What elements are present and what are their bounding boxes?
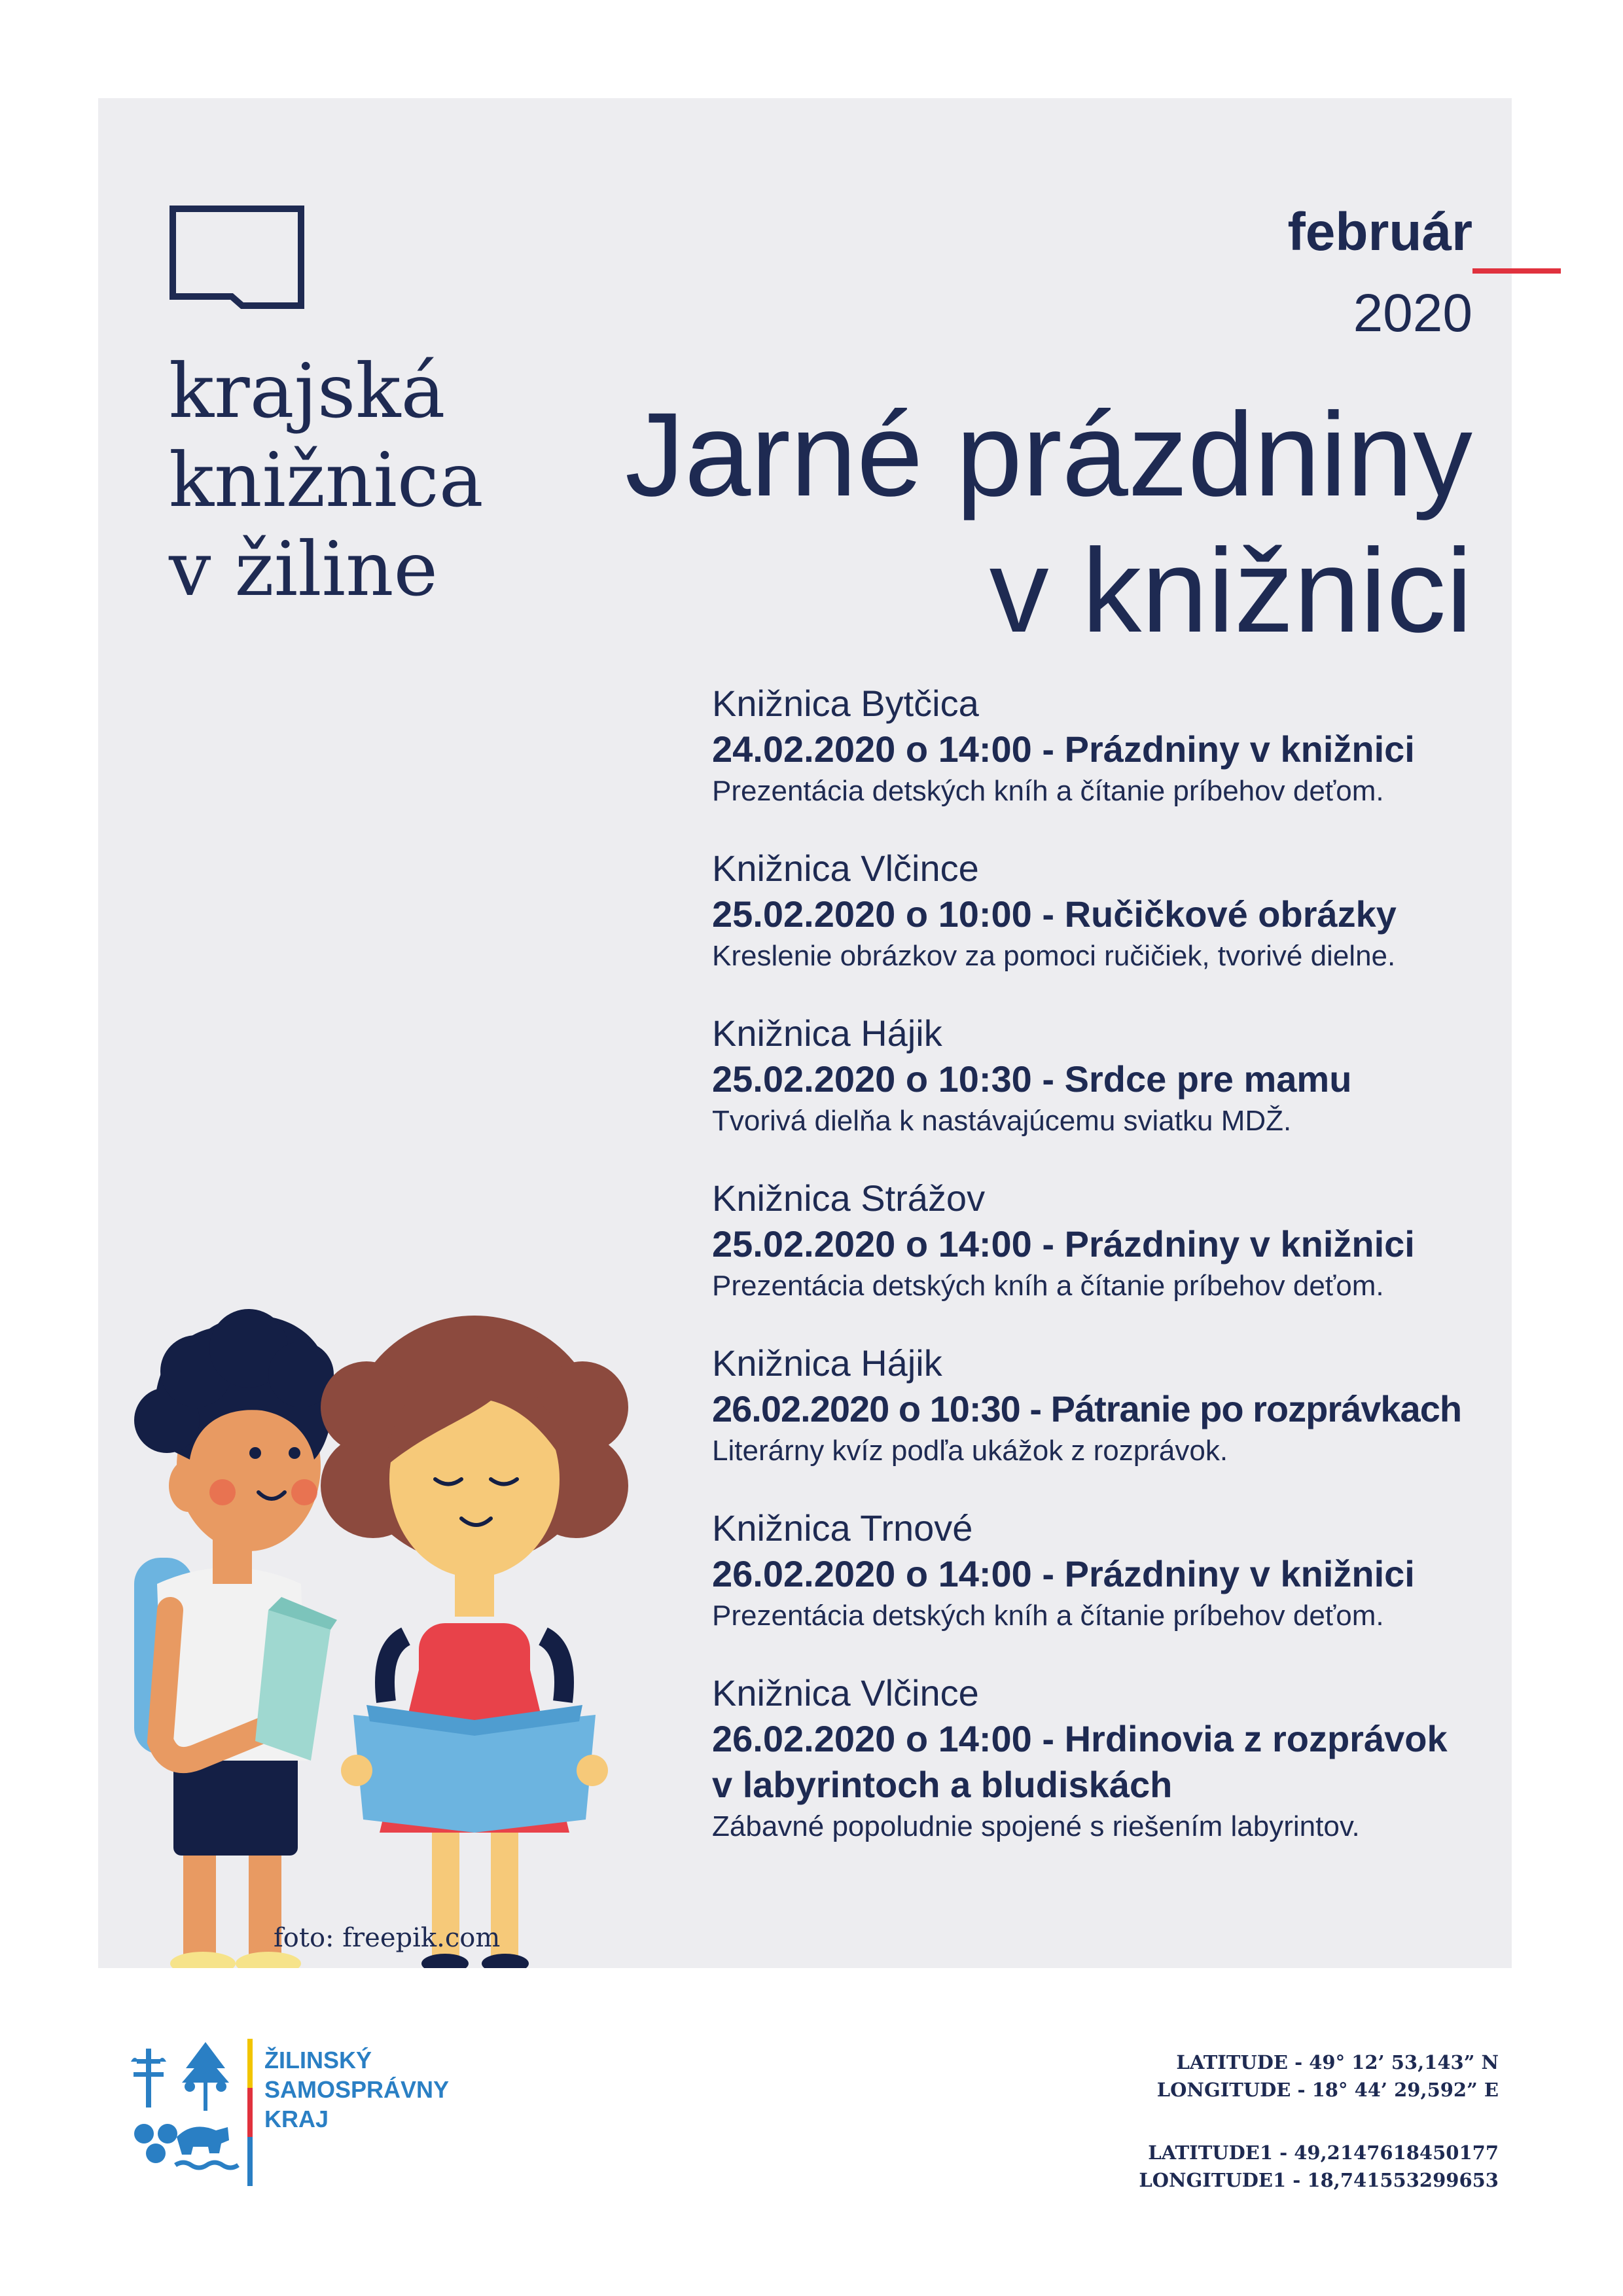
event-headline: 24.02.2020 o 14:00 - Prázdniny v knižnici — [712, 728, 1415, 770]
zsk-line-1: ŽILINSKÝ — [264, 2047, 372, 2073]
event-item — [712, 1011, 1550, 1140]
event-description: Prezentácia detských kníh a čítanie príbehov deťom. — [712, 775, 1384, 807]
event-library: Knižnica Hájik — [712, 1342, 942, 1384]
month-label: február — [1287, 202, 1472, 262]
zsk-name — [264, 2045, 449, 2134]
event-item — [712, 846, 1550, 975]
event-description: Tvorivá dielňa k nastávajúcemu sviatku MDŽ. — [712, 1105, 1292, 1137]
event-item — [712, 1175, 1550, 1305]
children-reading-illustration — [98, 1244, 687, 1968]
title-line-2: v knižnici — [989, 524, 1472, 657]
event-headline: 25.02.2020 o 14:00 - Prázdniny v knižnici — [712, 1223, 1415, 1265]
event-item — [712, 1670, 1550, 1846]
title-line-1: Jarné prázdniny — [625, 387, 1472, 521]
zsk-line-2: SAMOSPRÁVNY — [264, 2076, 450, 2103]
logo-line-2: knižnica — [169, 437, 484, 524]
event-description: Prezentácia detských kníh a čítanie príbehov deťom. — [712, 1270, 1384, 1302]
girl-figure — [321, 1316, 628, 1968]
boy-figure — [134, 1309, 337, 1968]
event-library: Knižnica Vlčince — [712, 848, 979, 889]
event-headline: 25.02.2020 o 10:00 - Ručičkové obrázky — [712, 893, 1397, 935]
event-description: Literárny kvíz podľa ukážok z rozprávok. — [712, 1435, 1228, 1467]
event-description: Zábavné popoludnie spojené s riešením labyrintov. — [712, 1810, 1360, 1842]
event-headline: 25.02.2020 o 10:30 - Srdce pre mamu — [712, 1058, 1352, 1100]
event-library: Knižnica Trnové — [712, 1507, 973, 1549]
event-library: Knižnica Strážov — [712, 1177, 986, 1219]
event-item — [712, 1340, 1550, 1470]
event-headline-continued: v labyrintoch a bludiskách — [712, 1764, 1173, 1805]
event-headline: 26.02.2020 o 14:00 - Hrdinovia z rozprávok — [712, 1718, 1448, 1759]
event-headline: 26.02.2020 o 14:00 - Prázdniny v knižnici — [712, 1553, 1415, 1594]
event-headline: 26.02.2020 o 10:30 - Pátranie po rozprávkach — [712, 1388, 1462, 1429]
zsk-line-3: KRAJ — [264, 2106, 329, 2132]
library-logo-text — [169, 347, 484, 614]
event-item — [712, 681, 1550, 810]
latitude-decimal: LATITUDE1 - 49,2147618450177 — [1148, 2142, 1499, 2164]
photo-credit: foto: freepik.com — [274, 1923, 501, 1953]
event-description: Prezentácia detských kníh a čítanie príbehov deťom. — [712, 1600, 1384, 1632]
latitude-dms: LATITUDE - 49° 12’ 53,143” N — [1176, 2051, 1499, 2073]
event-library: Knižnica Vlčince — [712, 1672, 979, 1713]
logo-line-3: v žiline — [169, 526, 438, 613]
longitude-dms: LONGITUDE - 18° 44’ 29,592” E — [1156, 2079, 1499, 2101]
event-item — [712, 1505, 1550, 1635]
event-library: Knižnica Bytčica — [712, 683, 979, 724]
year-label: 2020 — [1353, 283, 1472, 343]
coordinates-block — [1139, 2049, 1499, 2194]
logo-line-1: krajská — [169, 348, 446, 435]
event-description: Kreslenie obrázkov za pomoci ručičiek, tvorivé dielne. — [712, 940, 1396, 972]
event-list — [712, 681, 1550, 1881]
accent-line — [1472, 268, 1561, 274]
poster-title — [625, 386, 1472, 658]
open-frame-logo-icon — [169, 205, 305, 310]
event-library: Knižnica Hájik — [712, 1013, 942, 1054]
longitude-decimal: LONGITUDE1 - 18,741553299653 — [1139, 2169, 1499, 2191]
